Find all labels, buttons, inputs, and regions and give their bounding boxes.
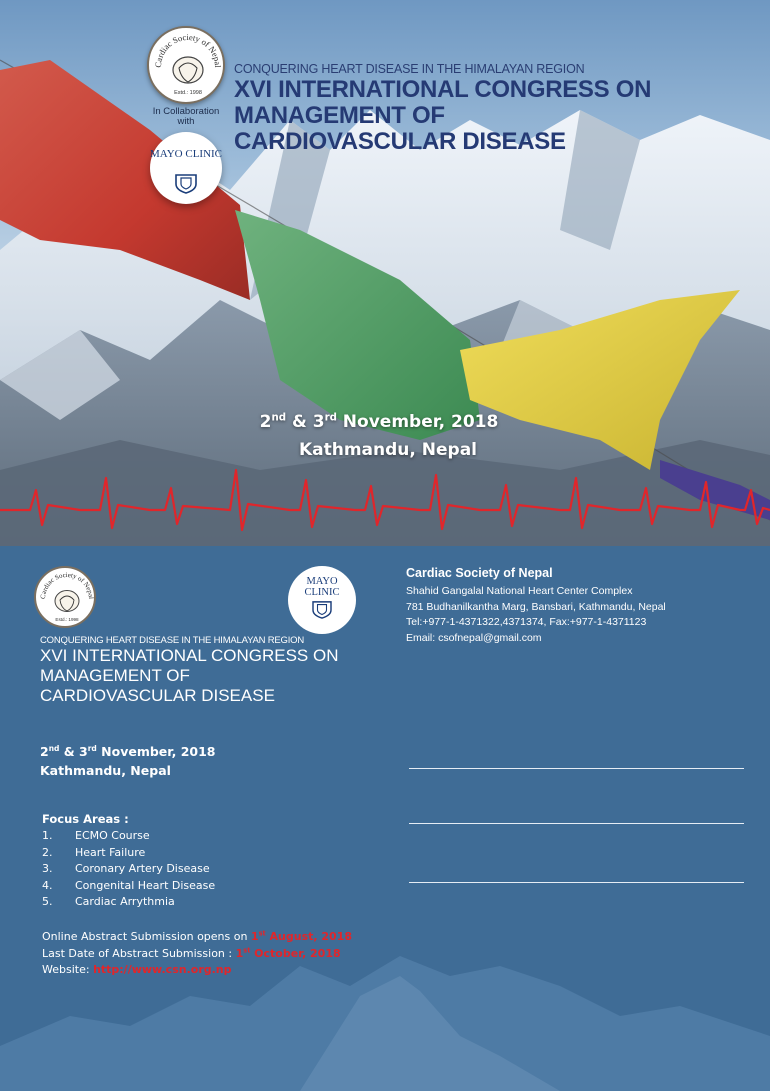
contact-email-line: Email: csofnepal@gmail.com	[406, 631, 542, 644]
logo-estd-text: Estd.: 1998	[174, 90, 202, 96]
mayo-logo-text: MAYO CLINIC	[150, 148, 223, 160]
address-write-line	[409, 882, 744, 883]
back-panel	[0, 546, 770, 1091]
cardiac-society-logo	[147, 26, 225, 104]
event-dates: 2nd & 3rd November, 2018	[259, 412, 499, 432]
title-line: MANAGEMENT OF	[40, 666, 190, 685]
event-venue: Kathmandu, Nepal	[40, 763, 171, 778]
mayo-shield-icon	[312, 601, 332, 619]
contact-phone-line: Tel:+977-1-4371322,4371374, Fax:+977-1-4371123	[406, 616, 647, 628]
contact-block	[406, 566, 756, 646]
list-item: 4. Congenital Heart Disease	[42, 878, 216, 892]
mayo-clinic-logo	[288, 566, 356, 634]
focus-areas	[42, 812, 215, 911]
title-line: MANAGEMENT OF	[234, 102, 445, 129]
website-link[interactable]: http://www.csn.org.np	[93, 963, 232, 976]
collaboration-text: In Collaboration with	[152, 106, 220, 127]
contact-address-line: Shahid Gangalal National Heart Center Complex	[406, 585, 633, 597]
title-line: CARDIOVASCULAR DISEASE	[40, 686, 275, 705]
address-write-line	[409, 768, 744, 769]
mayo-clinic-logo	[150, 132, 222, 204]
title-line: CARDIOVASCULAR DISEASE	[234, 128, 566, 155]
abstract-submission-info	[42, 929, 352, 979]
event-info	[40, 742, 216, 780]
focus-heading: Focus Areas :	[42, 812, 129, 826]
list-item: 3. Coronary Artery Disease	[42, 862, 210, 876]
logo-arc-text: Cardiac Society of Nepal	[152, 31, 224, 68]
logo-column	[146, 26, 226, 204]
logo-arc-text: Cardiac Society of Nepal	[39, 571, 95, 600]
list-item: 1. ECMO Course	[42, 829, 150, 842]
event-info	[0, 412, 770, 460]
focus-list	[42, 828, 215, 911]
list-item: 2. Heart Failure	[42, 845, 146, 859]
tagline: CONQUERING HEART DISEASE IN THE HIMALAYAN REGION	[40, 635, 305, 646]
cardiac-society-logo	[34, 566, 96, 628]
title-block	[234, 62, 754, 155]
list-item: 5. Cardiac Arrythmia	[42, 895, 175, 909]
mayo-shield-icon	[175, 174, 197, 194]
title-block	[40, 635, 400, 706]
tagline: CONQUERING HEART DISEASE IN THE HIMALAYAN REGION	[234, 62, 585, 76]
contact-org-name: Cardiac Society of Nepal	[406, 566, 553, 580]
contact-address-line: 781 Budhanilkantha Marg, Bansbari, Kathmandu, Nepal	[406, 600, 666, 613]
title-line: XVI INTERNATIONAL CONGRESS ON	[40, 646, 339, 665]
address-write-line	[409, 823, 744, 824]
title-line: XVI INTERNATIONAL CONGRESS ON	[234, 76, 652, 103]
logo-estd-text: Estd.: 1998	[55, 617, 79, 622]
event-venue: Kathmandu, Nepal	[298, 440, 478, 460]
heart-emblem-icon	[55, 591, 79, 612]
congress-title	[234, 77, 754, 155]
website-line: Website: http://www.csn.org.np	[42, 963, 232, 976]
submission-open-line: Online Abstract Submission opens on 1st August, 2018	[42, 929, 352, 943]
submission-deadline-line: Last Date of Abstract Submission : 1st October, 2018	[42, 945, 341, 960]
heart-emblem-icon	[173, 57, 203, 83]
event-dates: 2nd & 3rd November, 2018	[40, 743, 216, 759]
mayo-logo-text: MAYO CLINIC	[304, 576, 340, 598]
congress-title	[40, 646, 400, 706]
